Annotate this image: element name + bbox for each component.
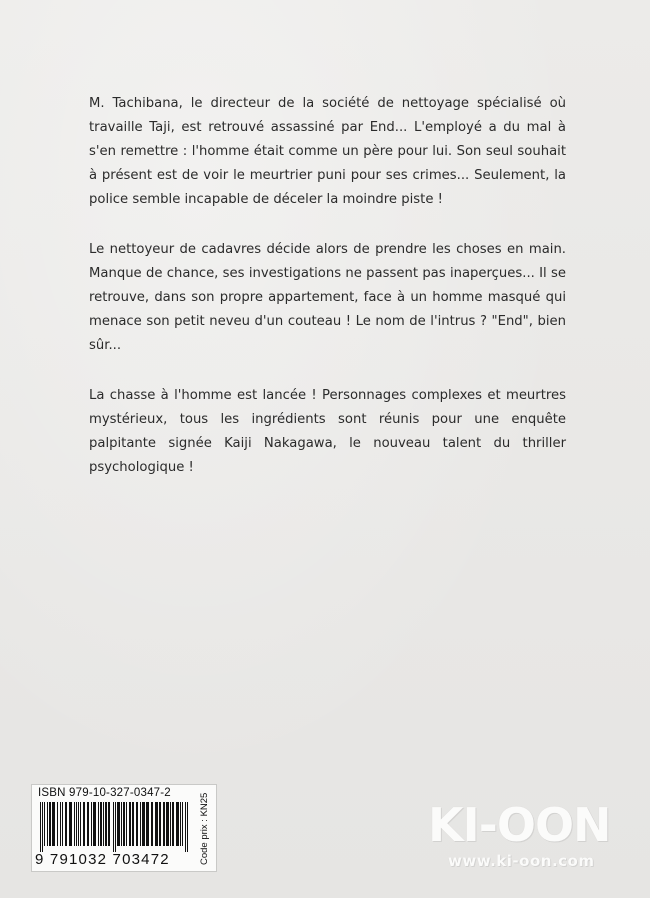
- barcode-bar: [170, 802, 171, 846]
- barcode-bar: [142, 802, 145, 846]
- synopsis-paragraph-2: Le nettoyeur de cadavres décide alors de prendre les choses en main. Manque de chance, ses investigations ne passent pas inaperçues... Il se retrouve, dans son propre appartement, face à un homme masqué qui menace son petit neveu d'un couteau ! Le nom de l'intrus ? "End", bien sûr...: [89, 242, 566, 353]
- publisher-logo-mark: KI-OON: [428, 798, 611, 852]
- isbn-label: ISBN 979-10-327-0347-2: [38, 787, 171, 799]
- barcode-bar: [182, 802, 183, 846]
- barcode-bar: [132, 802, 134, 846]
- price-code: Code prix : KN25: [199, 792, 210, 865]
- barcode-bar: [151, 802, 153, 846]
- barcode-bar: [180, 802, 181, 846]
- barcode-bar: [83, 802, 85, 846]
- barcode-bar: [108, 802, 110, 846]
- barcode-bar: [140, 802, 141, 846]
- synopsis-paragraph-3: La chasse à l'homme est lancée ! Personnages complexes et meurtres mystérieux, tous les ingrédients sont réunis pour une enquête palpitante signée Kaiji Nakagawa, le nouveau talent du thriller psychologique !: [89, 388, 566, 475]
- barcode-bar: [126, 802, 127, 846]
- barcode-bar: [103, 802, 104, 846]
- barcode-bar: [91, 802, 92, 846]
- barcode-bar: [115, 802, 116, 852]
- barcode-bar: [176, 802, 179, 846]
- synopsis-text: [89, 92, 566, 506]
- barcode-bar: [123, 802, 125, 846]
- barcode-bar: [105, 802, 107, 846]
- barcode-bar: [159, 802, 161, 846]
- barcode-bar: [42, 802, 43, 852]
- barcode-bar: [185, 802, 186, 852]
- barcode-bar: [146, 802, 149, 846]
- barcode-bar: [113, 802, 114, 852]
- barcode-bar: [62, 802, 63, 846]
- barcode-bar: [49, 802, 51, 846]
- barcode-bar: [76, 802, 77, 846]
- synopsis-paragraph-1: M. Tachibana, le directeur de la société de nettoyage spécialisé où travaille Taji, est retrouvé assassiné par End... L'employé a du mal à s'en remettre : l'homme était comme un père pour lui. Son seul souhait à présent est de voir le meurtrier puni pour ses crimes... Seulement, la police semble incapable de déceler la moindre piste !: [89, 96, 566, 207]
- barcode-bar: [98, 802, 99, 846]
- barcode-bar: [57, 802, 58, 846]
- barcode-bar: [40, 802, 41, 852]
- barcode-bar: [60, 802, 61, 846]
- barcode-bar: [136, 802, 138, 846]
- barcode-bar: [44, 802, 45, 846]
- barcode-bar: [93, 802, 96, 846]
- barcode-bar: [166, 802, 169, 846]
- barcode-bar: [155, 802, 158, 846]
- barcode-bar: [65, 802, 67, 846]
- publisher-logo: [424, 800, 614, 870]
- barcode-bar: [87, 802, 89, 846]
- barcode-bars: [38, 802, 190, 852]
- barcode-bar: [117, 802, 120, 846]
- barcode-bar: [52, 802, 55, 846]
- barcode-bar: [78, 802, 79, 846]
- barcode-bar: [172, 802, 174, 846]
- barcode-bar: [100, 802, 102, 846]
- barcode-bar: [69, 802, 72, 846]
- barcode-bar: [129, 802, 131, 846]
- barcode-bar: [74, 802, 75, 846]
- barcode-bar: [163, 802, 165, 846]
- barcode-bar: [187, 802, 188, 852]
- ean-digits: 9 791032 703472: [35, 851, 170, 868]
- barcode-bar: [47, 802, 48, 846]
- publisher-url: www.ki-oon.com: [448, 852, 595, 870]
- barcode-panel: [31, 784, 217, 872]
- barcode-bar: [121, 802, 122, 846]
- barcode-bar: [80, 802, 81, 846]
